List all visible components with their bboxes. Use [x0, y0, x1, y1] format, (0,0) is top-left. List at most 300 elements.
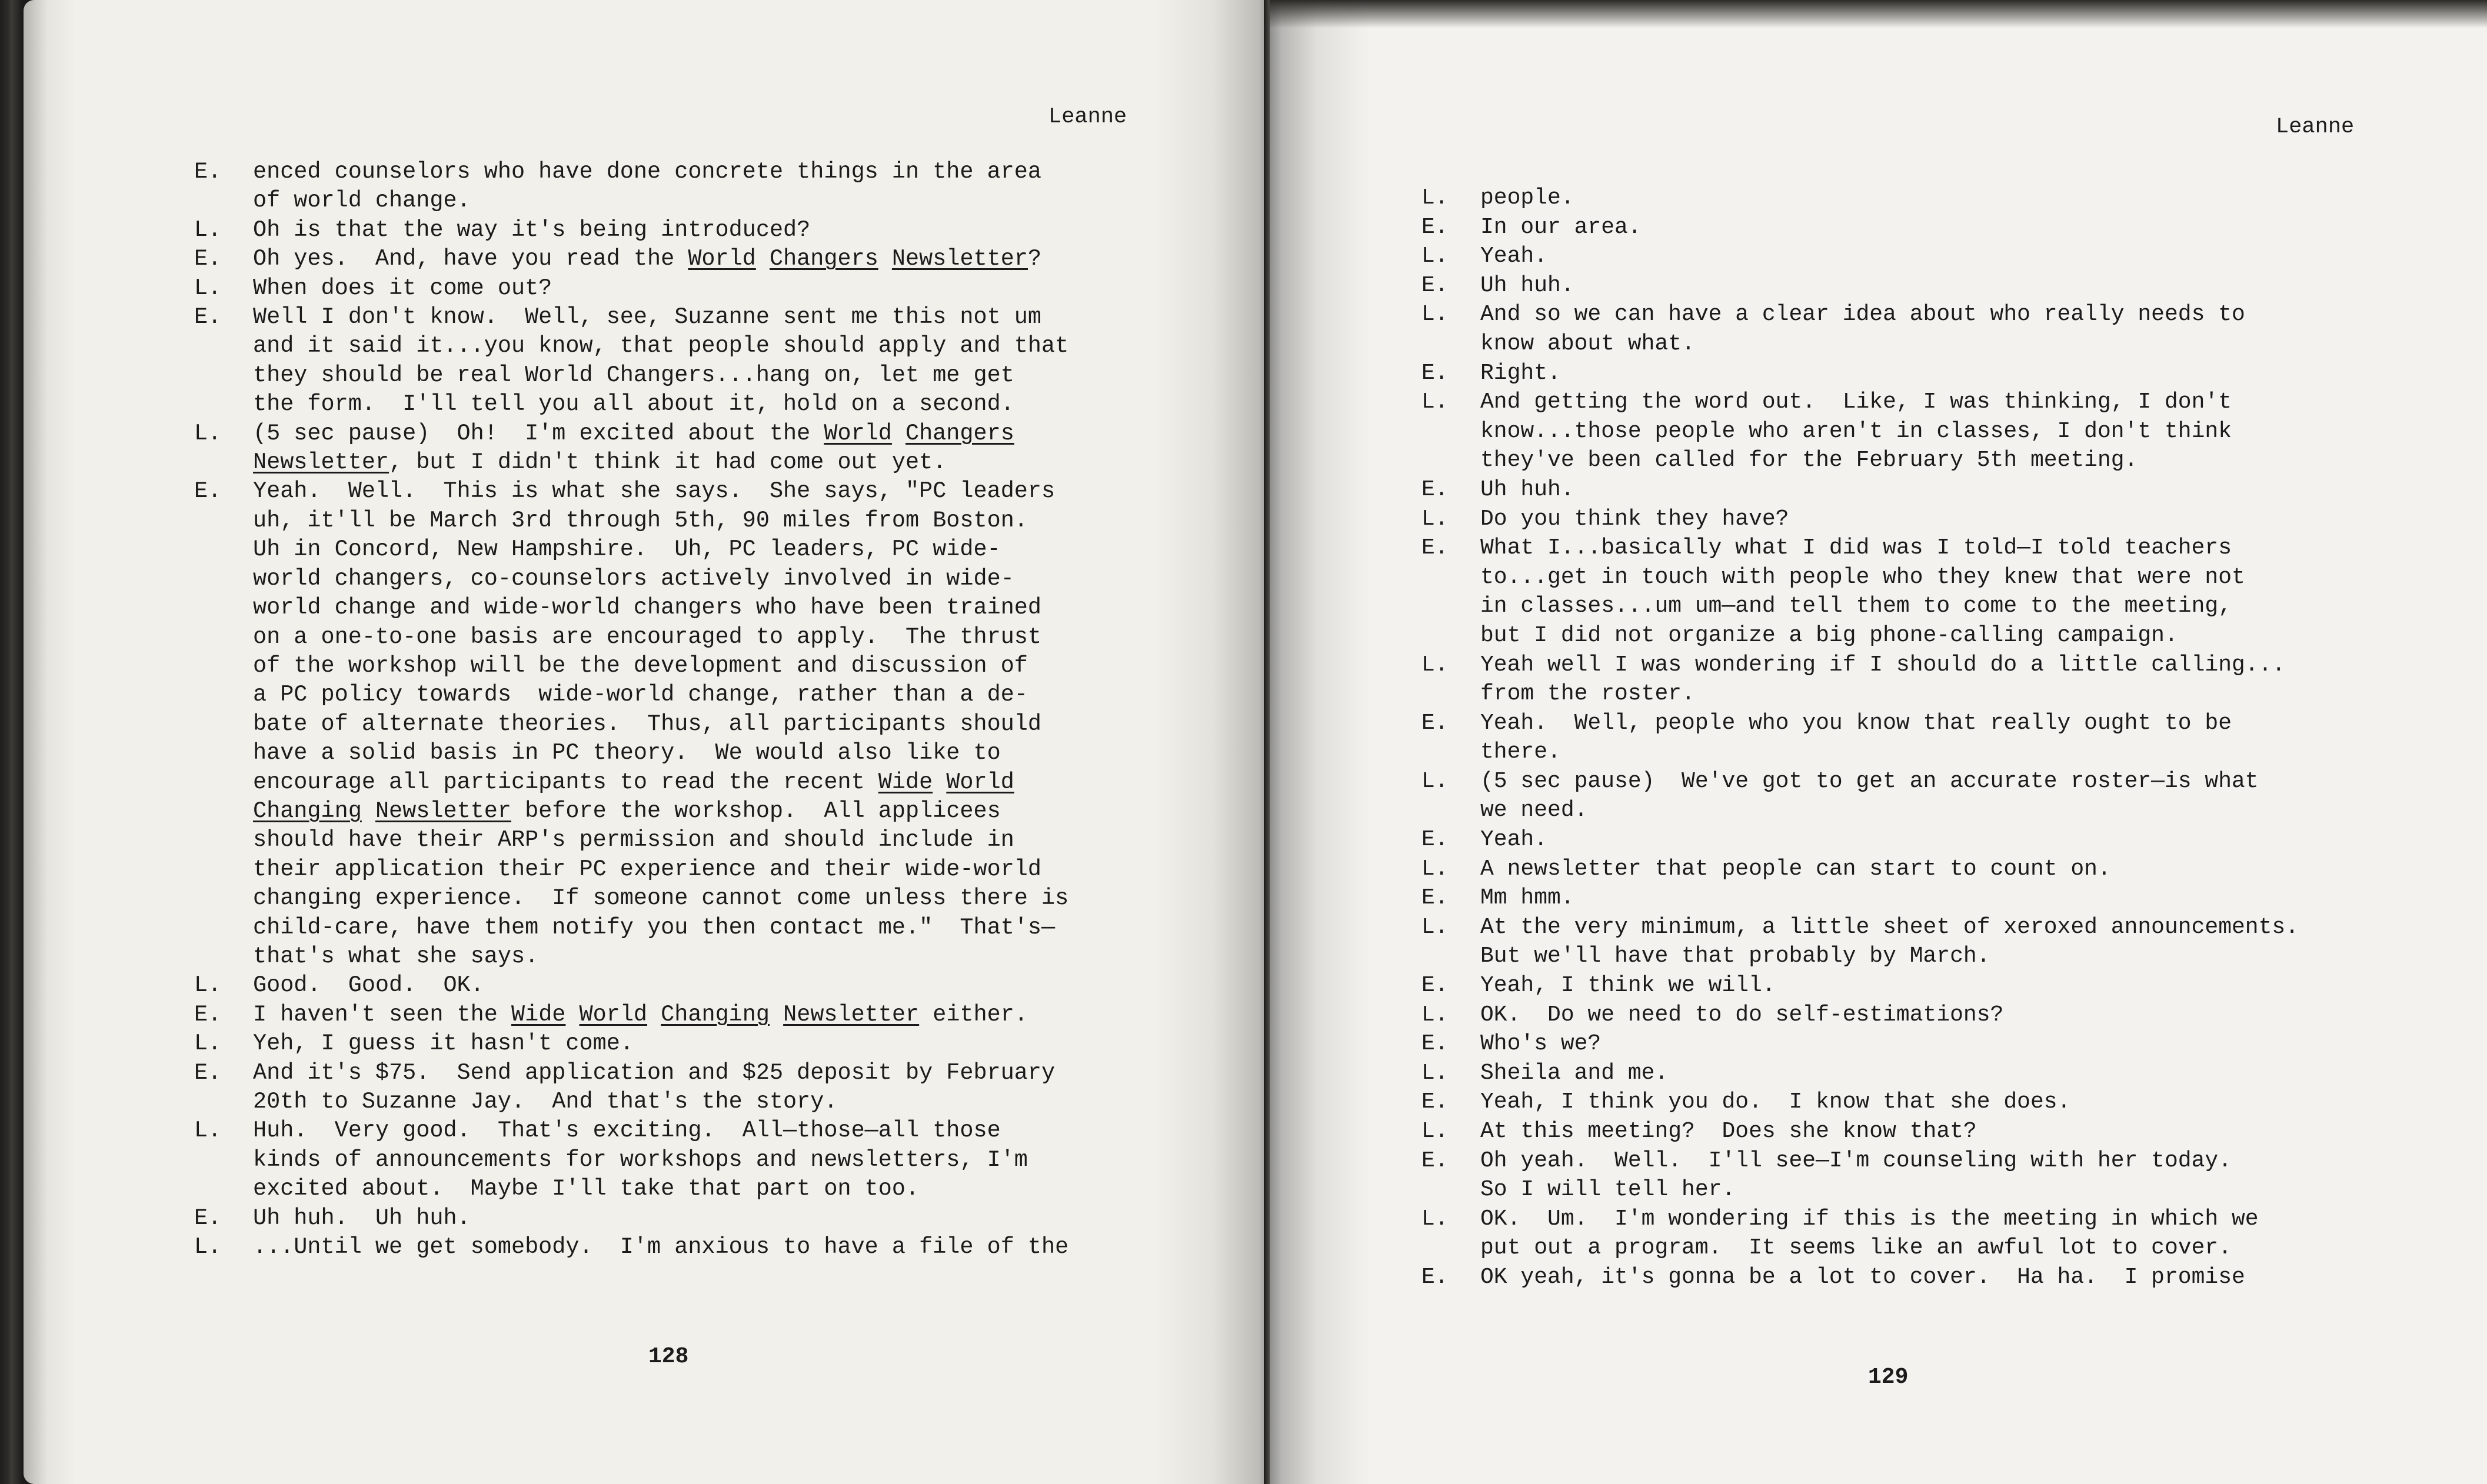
- dialogue-line: [1421, 242, 2481, 271]
- line-text: [1480, 825, 2481, 855]
- line-text: [253, 245, 1253, 274]
- line-text: [1480, 300, 2481, 329]
- line-text: [253, 942, 1253, 971]
- dialogue-line: [194, 593, 1253, 622]
- line-text: [1480, 1233, 2481, 1263]
- underlined-title: Changing: [661, 1001, 770, 1028]
- text-segment: that's what she says.: [253, 943, 539, 969]
- text-segment: Yeah. Well. This is what she says. She says, "PC leaders: [253, 478, 1056, 505]
- text-segment: on a one-to-one basis are encouraged to apply. The thrust: [253, 623, 1042, 650]
- text-segment: world change and wide-world changers who have been trained: [253, 595, 1042, 621]
- speaker-label: E.: [1421, 360, 1449, 386]
- speaker-label: E.: [1421, 1264, 1449, 1290]
- line-text: [1480, 1088, 2481, 1117]
- text-segment: ?: [1027, 246, 1042, 272]
- text-segment: kinds of announcements for workshops and newsletters, I'm: [253, 1146, 1028, 1173]
- text-segment: Good. Good. OK.: [253, 972, 484, 999]
- dialogue-line: [1421, 651, 2481, 680]
- text-segment: Uh huh. Uh huh.: [253, 1205, 471, 1231]
- line-text: [1480, 913, 2481, 942]
- dialogue-line: [194, 971, 1253, 1000]
- speaker-label: E.: [1421, 476, 1449, 502]
- text-segment: Sheila and me.: [1480, 1060, 1669, 1086]
- text-segment: we need.: [1480, 798, 1588, 823]
- dialogue-line: [1421, 1001, 2481, 1030]
- line-text: [253, 1088, 1253, 1116]
- dialogue-line: [194, 942, 1253, 971]
- speaker-label: E.: [194, 1059, 222, 1086]
- dialogue-line: [1421, 1263, 2481, 1292]
- speaker-label: [194, 710, 253, 739]
- text-segment: Well I don't know. Well, see, Suzanne sent me this not um: [253, 304, 1042, 331]
- text-segment: a PC policy towards wide-world change, rather than a de-: [253, 682, 1028, 708]
- speaker-label: E.: [194, 159, 222, 185]
- text-segment: have a solid basis in PC theory. We would also like to: [253, 740, 1001, 766]
- line-text: [253, 797, 1253, 826]
- dialogue-line: [194, 332, 1253, 361]
- text-segment: Yeah. Well, people who you know that really ought to be: [1480, 710, 2232, 736]
- speaker-label: L.: [1421, 506, 1449, 532]
- line-text: [253, 158, 1253, 186]
- line-text: [253, 710, 1253, 739]
- speaker-label: L.: [1421, 1002, 1449, 1028]
- line-text: [1480, 1001, 2481, 1030]
- line-text: [1480, 213, 2481, 242]
- line-text: [1480, 242, 2481, 271]
- text-segment: What I...basically what I did was I told—I told teachers: [1480, 535, 2232, 561]
- dialogue-line: [1421, 213, 2481, 242]
- dialogue-line: [194, 739, 1253, 768]
- right-page: [1270, 0, 2487, 1484]
- page-number: 128: [648, 1344, 689, 1369]
- text-segment: OK. Um. I'm wondering if this is the meeting in which we: [1480, 1206, 2259, 1232]
- line-text: [1480, 1205, 2481, 1234]
- dialogue-line: [1421, 359, 2481, 388]
- dialogue-line: [194, 855, 1253, 884]
- line-text: [253, 1233, 1253, 1262]
- line-text: [253, 361, 1253, 390]
- dialogue-line: [194, 1001, 1253, 1029]
- speaker-label: [194, 1088, 253, 1116]
- dialogue-line: [1421, 446, 2481, 475]
- dialogue-line: [194, 884, 1253, 913]
- speaker-label: E.: [194, 304, 222, 331]
- text-segment: And so we can have a clear idea about who really needs to: [1480, 302, 2245, 328]
- speaker-label: [194, 942, 253, 971]
- speaker-label: E.: [194, 1205, 222, 1231]
- speaker-label: E.: [194, 478, 222, 505]
- speaker-label: E.: [1421, 272, 1449, 298]
- line-text: [1480, 505, 2481, 534]
- line-text: [1480, 709, 2481, 738]
- text-segment: Huh. Very good. That's exciting. All—those—all those: [253, 1118, 1001, 1144]
- dialogue-line: [194, 1175, 1253, 1203]
- line-text: [253, 855, 1253, 884]
- speaker-label: L.: [1421, 244, 1449, 269]
- speaker-label: E.: [1421, 885, 1449, 911]
- dialogue-line: [194, 797, 1253, 826]
- line-text: [253, 216, 1253, 245]
- text-segment: Oh yes. And, have you read the: [253, 246, 688, 272]
- speaker-label: L.: [194, 275, 222, 301]
- speaker-label: [194, 913, 253, 942]
- line-text: [253, 884, 1253, 913]
- line-text: [1480, 1117, 2481, 1146]
- line-text: [1480, 971, 2481, 1001]
- speaker-label: [194, 565, 253, 593]
- speaker-label: [194, 186, 253, 215]
- dialogue-line: [1421, 825, 2481, 855]
- speaker-label: [194, 1146, 253, 1175]
- text-segment: know...those people who aren't in classes, I don't think: [1480, 418, 2232, 444]
- text-segment: So I will tell her.: [1480, 1177, 1736, 1203]
- speaker-label: [194, 623, 253, 652]
- text-segment: before the workshop. All applicees: [511, 798, 1001, 824]
- line-text: [1480, 621, 2481, 651]
- dialogue-line: [194, 1233, 1253, 1262]
- dialogue-line: [1421, 767, 2481, 796]
- speaker-label: L.: [1421, 914, 1449, 940]
- line-text: [1480, 738, 2481, 767]
- line-text: [253, 768, 1253, 797]
- speaker-label: L.: [1421, 185, 1449, 211]
- speaker-label: [194, 652, 253, 681]
- text-segment: child-care, have them notify you then contact me." That's—: [253, 914, 1056, 941]
- speaker-label: E.: [1421, 214, 1449, 240]
- dialogue-line: [1421, 679, 2481, 709]
- speaker-label: [194, 681, 253, 709]
- speaker-label: L.: [1421, 1060, 1449, 1086]
- line-text: [253, 623, 1253, 652]
- text-segment: , but I didn't think it had come out yet.: [389, 449, 947, 476]
- text-segment: A newsletter that people can start to count on.: [1480, 856, 2111, 882]
- underlined-title: Wide: [878, 769, 933, 795]
- speaker-label: [1421, 679, 1480, 709]
- dialogue-line: [194, 1116, 1253, 1145]
- dialogue-line: [1421, 1059, 2481, 1088]
- speaker-label: L.: [194, 972, 222, 999]
- text-segment: At this meeting? Does she know that?: [1480, 1119, 1977, 1144]
- text-segment: At the very minimum, a little sheet of xeroxed announcements.: [1480, 914, 2299, 940]
- text-segment: [933, 769, 946, 795]
- speaker-label: [1421, 1233, 1480, 1263]
- dialogue-line: [194, 826, 1253, 855]
- text-segment: [756, 246, 770, 272]
- line-text: [253, 1175, 1253, 1203]
- text-segment: Yeah, I think we will.: [1480, 973, 1776, 999]
- text-segment: ...Until we get somebody. I'm anxious to have a file of the: [253, 1234, 1069, 1260]
- speaker-label: [194, 535, 253, 564]
- speaker-label: [1421, 446, 1480, 475]
- dialogue-line: [1421, 942, 2481, 971]
- line-text: [1480, 563, 2481, 592]
- line-text: [1480, 184, 2481, 213]
- underlined-title: Changers: [769, 246, 878, 272]
- dialogue-line: [1421, 1117, 2481, 1146]
- speaker-label: [194, 390, 253, 419]
- underlined-title: Newsletter: [891, 246, 1028, 272]
- text-segment: Do you think they have?: [1480, 506, 1789, 532]
- speaker-label: [1421, 796, 1480, 825]
- text-segment: enced counselors who have done concrete things in the area: [253, 159, 1042, 185]
- line-text: [253, 390, 1253, 419]
- text-segment: Yeah.: [1480, 244, 1548, 269]
- left-page: [24, 0, 1270, 1484]
- dialogue-line: [194, 245, 1253, 274]
- line-text: [1480, 475, 2481, 505]
- text-segment: people.: [1480, 185, 1574, 211]
- speaker-label: [194, 1175, 253, 1203]
- speaker-label: L.: [1421, 1119, 1449, 1144]
- underlined-title: Wide: [511, 1001, 566, 1028]
- dialogue-line: [194, 1088, 1253, 1116]
- speaker-label: [194, 361, 253, 390]
- speaker-label: E.: [1421, 1031, 1449, 1057]
- line-text: [1480, 533, 2481, 563]
- line-text: [1480, 388, 2481, 417]
- dialogue-line: [1421, 1088, 2481, 1117]
- text-segment: And it's $75. Send application and $25 deposit by February: [253, 1059, 1056, 1086]
- dialogue-line: [194, 390, 1253, 419]
- speaker-label: L.: [194, 1234, 222, 1260]
- text-segment: from the roster.: [1480, 681, 1695, 707]
- speaker-label: [194, 797, 253, 826]
- line-text: [253, 1029, 1253, 1058]
- speaker-label: [1421, 621, 1480, 651]
- text-segment: but I did not organize a big phone-calling campaign.: [1480, 622, 2178, 648]
- speaker-label: L.: [1421, 856, 1449, 882]
- dialogue-line: [194, 623, 1253, 652]
- text-segment: should have their ARP's permission and should include in: [253, 827, 1014, 853]
- line-text: [253, 477, 1253, 506]
- text-segment: Oh is that the way it's being introduced?: [253, 216, 811, 243]
- text-segment: [770, 1002, 783, 1028]
- line-text: [253, 826, 1253, 855]
- dialogue-transcript: [194, 158, 1253, 1262]
- text-segment: Mm hmm.: [1480, 885, 1574, 911]
- text-segment: [892, 421, 905, 446]
- text-segment: 20th to Suzanne Jay. And that's the story.: [253, 1089, 838, 1115]
- text-segment: in classes...um um—and tell them to come to the meeting,: [1480, 593, 2232, 619]
- line-text: [1480, 446, 2481, 475]
- line-text: [1480, 592, 2481, 621]
- dialogue-line: [194, 710, 1253, 739]
- text-segment: world changers, co-counselors actively involved in wide-: [253, 565, 1014, 592]
- dialogue-line: [194, 506, 1253, 535]
- line-text: [253, 448, 1253, 477]
- line-text: [1480, 1146, 2481, 1176]
- text-segment: Yeah.: [1480, 827, 1548, 853]
- speaker-label: L.: [1421, 389, 1449, 415]
- line-text: [1480, 1175, 2481, 1205]
- text-segment: Uh huh.: [1480, 272, 1574, 298]
- speaker-label: [1421, 738, 1480, 767]
- speaker-label: E.: [1421, 535, 1449, 561]
- text-segment: put out a program. It seems like an awful lot to cover.: [1480, 1235, 2232, 1261]
- speaker-label: [194, 826, 253, 855]
- text-segment: to...get in touch with people who they knew that were not: [1480, 564, 2245, 590]
- dialogue-line: [1421, 563, 2481, 592]
- text-segment: of world change.: [253, 188, 471, 214]
- text-segment: Yeah, I think you do. I know that she does.: [1480, 1089, 2071, 1115]
- text-segment: (5 sec pause) Oh! I'm excited about the: [253, 420, 824, 446]
- text-segment: the form. I'll tell you all about it, hold on a second.: [253, 391, 1014, 418]
- speaker-label: [1421, 942, 1480, 971]
- dialogue-line: [194, 303, 1253, 332]
- dialogue-line: [194, 535, 1253, 564]
- line-text: [253, 274, 1253, 303]
- text-segment: I haven't seen the: [253, 1001, 511, 1028]
- line-text: [253, 1059, 1253, 1088]
- line-text: [253, 593, 1253, 622]
- dialogue-line: [1421, 1146, 2481, 1176]
- text-segment: And getting the word out. Like, I was thinking, I don't: [1480, 389, 2232, 415]
- dialogue-line: [194, 216, 1253, 245]
- dialogue-line: [194, 1204, 1253, 1233]
- speaker-label: [194, 739, 253, 768]
- text-segment: changing experience. If someone cannot come unless there is: [253, 885, 1069, 912]
- line-text: [253, 1001, 1253, 1029]
- underlined-title: World: [946, 769, 1014, 795]
- speaker-label: [194, 332, 253, 361]
- running-head: Leanne: [2276, 115, 2355, 139]
- speaker-label: E.: [1421, 1148, 1449, 1173]
- speaker-label: [194, 768, 253, 797]
- dialogue-line: [1421, 971, 2481, 1001]
- speaker-label: L.: [194, 420, 222, 446]
- line-text: [253, 652, 1253, 681]
- speaker-label: [194, 448, 253, 477]
- line-text: [1480, 329, 2481, 359]
- line-text: [1480, 679, 2481, 709]
- dialogue-line: [1421, 533, 2481, 563]
- line-text: [1480, 417, 2481, 446]
- dialogue-line: [1421, 271, 2481, 301]
- dialogue-line: [194, 361, 1253, 390]
- text-segment: [565, 1002, 579, 1028]
- line-text: [1480, 359, 2481, 388]
- underlined-title: World: [688, 246, 756, 272]
- line-text: [253, 971, 1253, 1000]
- line-text: [253, 913, 1253, 942]
- text-segment: In our area.: [1480, 214, 1642, 240]
- dialogue-line: [194, 186, 1253, 215]
- line-text: [253, 186, 1253, 215]
- dialogue-line: [194, 768, 1253, 797]
- running-head: Leanne: [1048, 105, 1127, 129]
- line-text: [1480, 855, 2481, 884]
- text-segment: But we'll have that probably by March.: [1480, 943, 1990, 969]
- speaker-label: [1421, 1175, 1480, 1205]
- speaker-label: L.: [194, 1118, 222, 1144]
- speaker-label: E.: [1421, 973, 1449, 999]
- speaker-label: [194, 506, 253, 535]
- text-segment: Yeah well I was wondering if I should do a little calling...: [1480, 652, 2286, 678]
- speaker-label: [194, 884, 253, 913]
- underlined-title: Changing: [253, 798, 362, 824]
- text-segment: Uh in Concord, New Hampshire. Uh, PC leaders, PC wide-: [253, 536, 1001, 563]
- line-text: [1480, 1263, 2481, 1292]
- text-segment: Who's we?: [1480, 1031, 1602, 1057]
- speaker-label: E.: [1421, 710, 1449, 736]
- dialogue-transcript: [1421, 184, 2481, 1292]
- line-text: [253, 565, 1253, 593]
- dialogue-line: [1421, 475, 2481, 505]
- text-segment: excited about. Maybe I'll take that part on too.: [253, 1176, 920, 1202]
- text-segment: Uh huh.: [1480, 476, 1574, 502]
- text-segment: Right.: [1480, 360, 1561, 386]
- text-segment: (5 sec pause) We've got to get an accurate roster—is what: [1480, 768, 2259, 794]
- underlined-title: Newsletter: [375, 798, 511, 824]
- text-segment: there.: [1480, 739, 1561, 765]
- line-text: [253, 303, 1253, 332]
- line-text: [1480, 942, 2481, 971]
- page-number: 129: [1868, 1365, 1909, 1390]
- text-segment: When does it come out?: [253, 275, 552, 301]
- speaker-label: L.: [194, 1031, 222, 1057]
- text-segment: either.: [919, 1001, 1028, 1028]
- speaker-label: L.: [1421, 302, 1449, 328]
- text-segment: Yeh, I guess it hasn't come.: [253, 1031, 634, 1057]
- text-segment: [362, 798, 375, 824]
- text-segment: encourage all participants to read the recent: [253, 769, 878, 795]
- dialogue-line: [1421, 738, 2481, 767]
- speaker-label: L.: [1421, 652, 1449, 678]
- speaker-label: [1421, 417, 1480, 446]
- dialogue-line: [194, 652, 1253, 681]
- underlined-title: World: [579, 1001, 648, 1028]
- line-text: [1480, 271, 2481, 301]
- dialogue-line: [1421, 621, 2481, 651]
- line-text: [253, 419, 1253, 448]
- underlined-title: World: [824, 420, 892, 446]
- speaker-label: E.: [194, 246, 222, 272]
- text-segment: and it said it...you know, that people should apply and that: [253, 333, 1069, 359]
- dialogue-line: [194, 274, 1253, 303]
- line-text: [1480, 1029, 2481, 1059]
- speaker-label: E.: [194, 1001, 222, 1028]
- speaker-label: [1421, 329, 1480, 359]
- line-text: [253, 1146, 1253, 1175]
- speaker-label: E.: [1421, 1089, 1449, 1115]
- text-segment: they've been called for the February 5th meeting.: [1480, 448, 2138, 473]
- page-edge-shadow: [1270, 0, 2487, 29]
- dialogue-line: [194, 565, 1253, 593]
- text-segment: [647, 1002, 661, 1028]
- speaker-label: L.: [194, 216, 222, 243]
- dialogue-line: [194, 1029, 1253, 1058]
- speaker-label: [1421, 563, 1480, 592]
- text-segment: OK yeah, it's gonna be a lot to cover. Ha ha. I promise: [1480, 1264, 2245, 1290]
- line-text: [1480, 651, 2481, 680]
- speaker-label: L.: [1421, 768, 1449, 794]
- line-text: [253, 506, 1253, 535]
- dialogue-line: [194, 419, 1253, 448]
- underlined-title: Changers: [905, 420, 1014, 446]
- line-text: [253, 332, 1253, 361]
- text-segment: know about what.: [1480, 331, 1695, 356]
- line-text: [253, 535, 1253, 564]
- dialogue-line: [1421, 709, 2481, 738]
- speaker-label: L.: [1421, 1206, 1449, 1232]
- dialogue-line: [1421, 505, 2481, 534]
- text-segment: their application their PC experience and their wide-world: [253, 856, 1042, 882]
- dialogue-line: [1421, 592, 2481, 621]
- text-segment: OK. Do we need to do self-estimations?: [1480, 1002, 2004, 1028]
- text-segment: of the workshop will be the development and discussion of: [253, 652, 1028, 679]
- dialogue-line: [1421, 1233, 2481, 1263]
- underlined-title: Newsletter: [783, 1001, 920, 1028]
